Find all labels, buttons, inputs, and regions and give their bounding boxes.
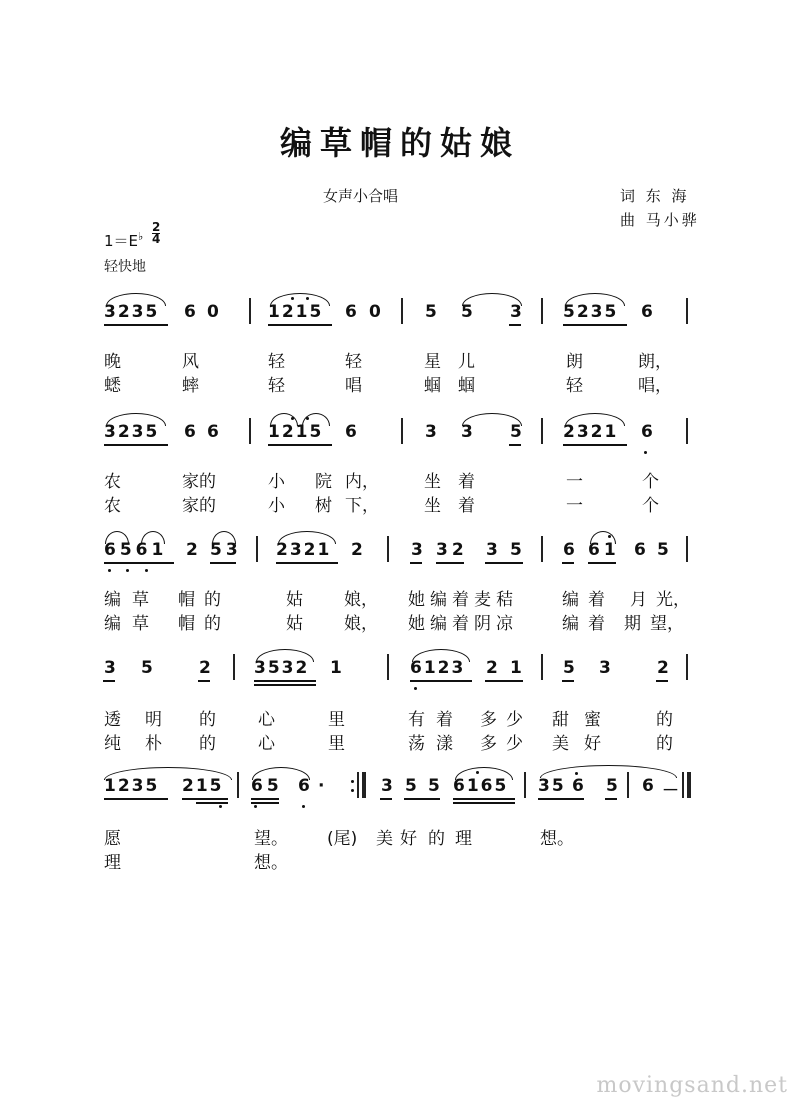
lyrics-line-3-verse-1 [0, 585, 800, 610]
octave-dot [108, 569, 111, 572]
subtitle: 女声小合唱 [323, 187, 399, 205]
lyrics-line-5-verse-1 [0, 824, 800, 849]
note: 5 [510, 540, 522, 560]
beam [254, 684, 316, 686]
lyric: 理 [455, 829, 472, 849]
note: 6 [641, 422, 653, 442]
lyric: 帽 [178, 590, 195, 610]
note-group: 6165 [453, 776, 509, 796]
note-group: 1215 [268, 302, 324, 322]
slur [270, 413, 298, 426]
note: 6 [572, 776, 584, 796]
key-base: 1＝E [104, 232, 139, 250]
beam [656, 680, 668, 682]
note: 5 [510, 422, 522, 442]
lyric: 儿 [458, 352, 475, 372]
note: 0 [207, 302, 219, 322]
beam [509, 444, 521, 446]
lyric: 的 [656, 734, 673, 754]
note: 6 [641, 302, 653, 322]
lyrics-line-1-verse-1 [0, 347, 800, 372]
lyric: 编 [562, 614, 579, 634]
lyric: 的 [428, 829, 445, 849]
barline [387, 536, 389, 562]
octave-dot [476, 771, 479, 774]
beam [410, 562, 422, 564]
slur [462, 413, 522, 426]
lyric: 着 [452, 590, 469, 610]
lyric: 院 [315, 472, 332, 492]
beam [103, 680, 115, 682]
note: 6 [634, 540, 646, 560]
lyric: 帽 [178, 614, 195, 634]
lyric: 着 [458, 472, 475, 492]
note: 6 [184, 422, 196, 442]
lyric: 想。 [254, 853, 288, 873]
lyric: 着 [588, 614, 605, 634]
staff-line-1 [0, 302, 800, 348]
lyric: 树 [315, 496, 332, 516]
lyric: 期 [624, 614, 641, 634]
note: 5 [405, 776, 417, 796]
lyric: 甜 [552, 710, 569, 730]
lyric: (尾) [327, 829, 358, 849]
lyric: 编 [104, 590, 121, 610]
staff-line-5 [0, 776, 800, 822]
watermark: movingsand.net [596, 1073, 788, 1098]
lyric: 编 [430, 590, 447, 610]
beam [509, 324, 521, 326]
slur [455, 767, 513, 780]
lyric: 的 [199, 734, 216, 754]
slur [106, 413, 166, 426]
note-group: 6123 [410, 658, 466, 678]
beam [563, 444, 627, 446]
beam [404, 798, 440, 800]
slur [252, 767, 310, 780]
lyric: 姑 [286, 614, 303, 634]
beam [453, 798, 515, 800]
lyrics-line-1-verse-2 [0, 371, 800, 396]
lyric: 内， [345, 472, 379, 492]
lyric: 里 [328, 710, 345, 730]
note: 5 [141, 658, 153, 678]
note: 3 [425, 422, 437, 442]
beam [276, 562, 338, 564]
note-group: 3235 [104, 302, 160, 322]
note: 6 [207, 422, 219, 442]
beam [485, 562, 523, 564]
lyric: 轻 [268, 352, 285, 372]
lyrics-line-4-verse-2 [0, 729, 800, 754]
beam [563, 324, 627, 326]
lyric: 农 [104, 472, 121, 492]
lyric: 家的 [182, 496, 216, 516]
lyric: 阴 [474, 614, 491, 634]
lyric: 小 [268, 472, 285, 492]
octave-dot [608, 535, 611, 538]
note-group: 2321 [563, 422, 619, 442]
lyric: 朗 [566, 352, 583, 372]
beam [104, 444, 168, 446]
note: 5 [606, 776, 618, 796]
octave-dot [302, 805, 305, 808]
note: 2 [199, 658, 211, 678]
time-denominator: 4 [152, 232, 161, 246]
lyrics-line-2-verse-1 [0, 467, 800, 492]
note: 6 [642, 776, 654, 796]
lyric: 一 [566, 472, 583, 492]
beam [562, 562, 574, 564]
note: 3 [381, 776, 393, 796]
lyric: 多 [480, 734, 497, 754]
lyric: 下， [345, 496, 379, 516]
slur [105, 531, 129, 544]
lyric: 轻 [268, 376, 285, 396]
beam [562, 680, 574, 682]
lyricist-credit: 词 东 海 [620, 187, 690, 205]
lyric: 麦 [474, 590, 491, 610]
note: · [318, 776, 325, 796]
slur [590, 531, 616, 544]
lyric: 蝈 [424, 376, 441, 396]
octave-dot [306, 417, 309, 420]
lyric: 娘， [344, 614, 378, 634]
lyric: 多 [480, 710, 497, 730]
lyric: 小 [268, 496, 285, 516]
lyric: 个 [642, 472, 659, 492]
slur [540, 765, 677, 778]
lyric: 理 [104, 853, 121, 873]
lyric: 朴 [145, 734, 162, 754]
note-group: 3532 [254, 658, 310, 678]
octave-dot [219, 805, 222, 808]
lyric: 编 [562, 590, 579, 610]
lyric: 秸 [496, 590, 513, 610]
note: 6 [345, 422, 357, 442]
slur [565, 413, 625, 426]
note-group: 61 [588, 540, 620, 560]
beam [251, 798, 279, 800]
note-group: 1235 [104, 776, 160, 796]
beam [210, 562, 236, 564]
lyric: 一 [566, 496, 583, 516]
note: 3 [104, 658, 116, 678]
beam [538, 798, 584, 800]
fermata-icon [575, 772, 578, 775]
note: 3 [486, 540, 498, 560]
barline [524, 772, 526, 798]
lyric: 轻 [345, 352, 362, 372]
octave-dot [126, 569, 129, 572]
lyrics-line-3-verse-2 [0, 609, 800, 634]
slur [462, 293, 522, 306]
lyric: 着 [436, 710, 453, 730]
slur [278, 531, 336, 544]
beam [251, 802, 279, 804]
lyric: 凉 [496, 614, 513, 634]
barline [541, 654, 543, 680]
lyric: 草 [132, 614, 149, 634]
barline [237, 772, 239, 798]
lyric: 透 [104, 710, 121, 730]
beam [485, 680, 523, 682]
note-group: 3235 [104, 422, 160, 442]
note: 1 [510, 658, 522, 678]
lyric: 好 [584, 734, 601, 754]
octave-dot [644, 451, 647, 454]
barline [387, 654, 389, 680]
octave-dot [291, 417, 294, 420]
note: 5 [428, 776, 440, 796]
note: 5 [657, 540, 669, 560]
note: 2 [486, 658, 498, 678]
lyric: 个 [642, 496, 659, 516]
note-group: 1215 [268, 422, 324, 442]
repeat-dot [351, 789, 354, 792]
lyric: 蝈 [458, 376, 475, 396]
beam [196, 802, 228, 804]
lyric: 家的 [182, 472, 216, 492]
note-group: 215 [182, 776, 224, 796]
lyric: 晚 [104, 352, 121, 372]
note: 3 [461, 422, 473, 442]
note-group: 5235 [563, 302, 619, 322]
lyric: 愿 [104, 829, 121, 849]
beam [268, 444, 332, 446]
barline [401, 298, 403, 324]
note-group: 32 [436, 540, 468, 560]
note: 3 [411, 540, 423, 560]
slur [141, 531, 165, 544]
note: 5 [425, 302, 437, 322]
barline [541, 536, 543, 562]
extension-dash: － [662, 781, 679, 801]
slur [412, 649, 470, 662]
lyric: 蟋 [104, 376, 121, 396]
beam [104, 562, 174, 564]
time-signature [152, 222, 160, 245]
note: 6 [184, 302, 196, 322]
flat-sign: ♭ [138, 230, 144, 243]
octave-dot [291, 297, 294, 300]
song-title: 编草帽的姑娘 [279, 124, 520, 162]
lyric: 蜜 [584, 710, 601, 730]
note: 5 [563, 658, 575, 678]
barline [686, 418, 688, 444]
repeat-barline-thick [362, 772, 366, 798]
lyric: 着 [452, 614, 469, 634]
lyric: 好 [400, 829, 417, 849]
beam [436, 562, 464, 564]
lyric: 的 [656, 710, 673, 730]
beam [453, 802, 515, 804]
tempo-marking: 轻快地 [104, 259, 146, 275]
lyric: 望， [650, 614, 684, 634]
time-numerator: 2 [152, 220, 161, 234]
lyric: 少 [506, 734, 523, 754]
note: 6 [345, 302, 357, 322]
octave-dot [414, 687, 417, 690]
lyric: 草 [132, 590, 149, 610]
composer-credit: 曲 马小骅 [620, 211, 700, 229]
note: 2 [186, 540, 198, 560]
lyrics-line-5-verse-2 [0, 848, 800, 873]
slur [256, 649, 314, 662]
lyric: 望。 [254, 829, 288, 849]
barline [541, 298, 543, 324]
end-barline-thick [687, 772, 691, 798]
note-group: 2321 [276, 540, 332, 560]
lyric: 明 [145, 710, 162, 730]
lyric: 着 [458, 496, 475, 516]
lyric: 蟀 [182, 376, 199, 396]
beam [104, 324, 168, 326]
lyric: 有 [408, 710, 425, 730]
lyric: 朗， [638, 352, 672, 372]
note: 3 [510, 302, 522, 322]
lyric: 星 [424, 352, 441, 372]
repeat-dot [351, 780, 354, 783]
barline [686, 298, 688, 324]
lyric: 她 [408, 614, 425, 634]
note-group: 35 [538, 776, 566, 796]
slur [106, 293, 166, 306]
note: 5 [461, 302, 473, 322]
lyric: 唱， [638, 376, 672, 396]
barline [686, 536, 688, 562]
lyrics-line-2-verse-2 [0, 491, 800, 516]
beam [380, 798, 392, 800]
beam [182, 798, 228, 800]
barline [401, 418, 403, 444]
barline [686, 654, 688, 680]
lyric: 美 [376, 829, 393, 849]
repeat-barline [357, 772, 359, 798]
beam [254, 680, 316, 682]
lyric: 的 [204, 614, 221, 634]
note: 6 [563, 540, 575, 560]
staff-line-2 [0, 422, 800, 468]
lyric: 荡 [408, 734, 425, 754]
lyric: 风 [182, 352, 199, 372]
beam [104, 798, 168, 800]
lyric: 娘， [344, 590, 378, 610]
lyric: 编 [104, 614, 121, 634]
lyric: 姑 [286, 590, 303, 610]
staff-line-4 [0, 658, 800, 704]
lyric: 唱 [345, 376, 362, 396]
beam [605, 798, 617, 800]
barline [233, 654, 235, 680]
lyric: 编 [430, 614, 447, 634]
barline [249, 298, 251, 324]
lyric: 农 [104, 496, 121, 516]
lyric: 月 [630, 590, 647, 610]
slur [104, 767, 232, 780]
note-group: 53 [210, 540, 242, 560]
note: 2 [657, 658, 669, 678]
beam [198, 680, 210, 682]
octave-dot [145, 569, 148, 572]
note: 1 [330, 658, 342, 678]
octave-dot [306, 297, 309, 300]
lyric: 心 [258, 734, 275, 754]
end-barline [682, 772, 684, 798]
lyric: 少 [506, 710, 523, 730]
note-group: 65 [251, 776, 283, 796]
lyric: 坐 [424, 496, 441, 516]
lyric: 坐 [424, 472, 441, 492]
octave-dot [254, 805, 257, 808]
lyric: 里 [328, 734, 345, 754]
beam [268, 324, 332, 326]
note: 2 [351, 540, 363, 560]
lyric: 心 [258, 710, 275, 730]
lyric: 着 [588, 590, 605, 610]
lyric: 想。 [540, 829, 574, 849]
lyric: 光， [656, 590, 690, 610]
lyrics-line-4-verse-1 [0, 705, 800, 730]
slur [565, 293, 625, 306]
barline [256, 536, 258, 562]
note: 0 [369, 302, 381, 322]
lyric: 轻 [566, 376, 583, 396]
key-signature [104, 230, 143, 251]
barline [541, 418, 543, 444]
lyric: 美 [552, 734, 569, 754]
lyric: 的 [204, 590, 221, 610]
beam [588, 562, 616, 564]
note-group: 6561 [104, 540, 168, 560]
note: 6 [298, 776, 310, 796]
lyric: 纯 [104, 734, 121, 754]
note: 3 [599, 658, 611, 678]
barline [249, 418, 251, 444]
lyric: 漾 [436, 734, 453, 754]
slur [212, 531, 236, 544]
lyric: 她 [408, 590, 425, 610]
beam [410, 680, 472, 682]
lyric: 的 [199, 710, 216, 730]
slur [270, 293, 330, 306]
barline [627, 772, 629, 798]
staff-line-3 [0, 540, 800, 586]
